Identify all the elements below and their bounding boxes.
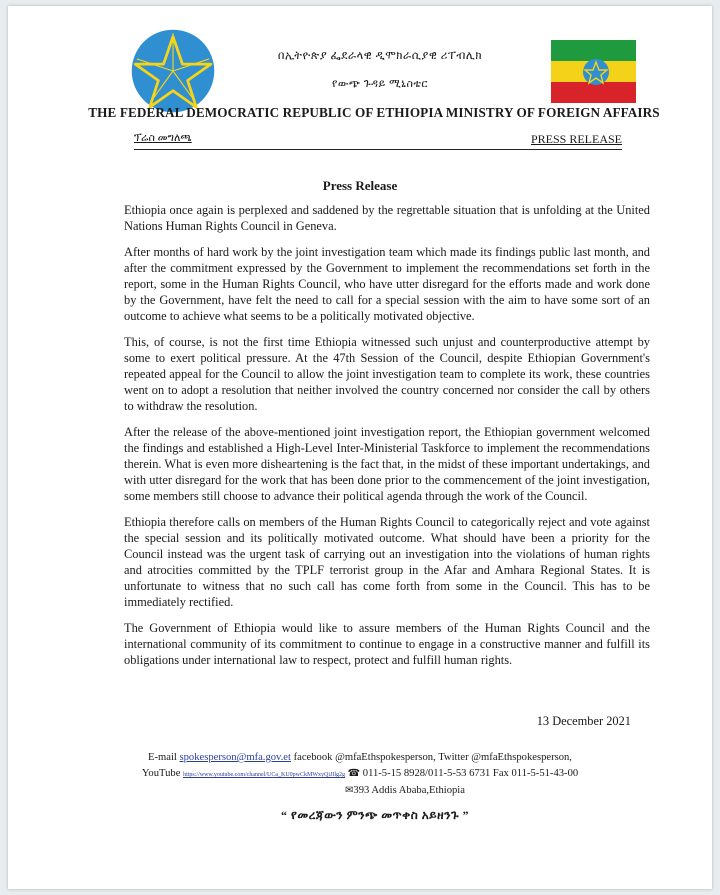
paragraph: After months of hard work by the joint investigation team which made its findings public last month, and after the commitment expressed by the Government to implement the recommendations set forth in the report, some in the Human Rights Council, who have utter disregard for the efforts made and work done by the Government, have felt the need to call for a special session with the aim to have some sort of an outcome to achieve what seems to be a politically motivated objective.	[124, 245, 650, 323]
paragraph: Ethiopia once again is perplexed and saddened by the regrettable situation that is unfolding at the United Nations Human Rights Council in Geneva.	[124, 203, 650, 233]
footer-line-3	[8, 783, 712, 799]
paragraph: Ethiopia therefore calls on members of the Human Rights Council to categorically reject and vote against the special session and its politically motivated outcome. What should have been a priority for the Council instead was the urgent task of carrying out an investigation into the violations of human rights and atrocities committed by the TPLF terrorist group in the Afar and Amhara Regional States. It is unfortunate to witness that no such call has come forth from some in the Council. This has to be immediately rectified.	[124, 515, 650, 609]
email-label: E-mail	[148, 752, 177, 763]
phone-icon: ☎	[347, 768, 361, 779]
footer-motto: “ የመረጃውን ምንጭ መጥቀስ አይዘንጉ ”	[280, 808, 470, 822]
press-release-page	[8, 6, 712, 889]
press-release-label: PRESS RELEASE	[530, 132, 622, 146]
email-link[interactable]: spokesperson@mfa.gov.et	[179, 752, 291, 763]
youtube-link[interactable]: https://www.youtube.com/channel/UCa_KU0pwCkMWxyQiJIlg2g	[183, 772, 345, 778]
po-box-address: 393 Addis Ababa,Ethiopia	[353, 785, 465, 796]
phone-numbers: 011-5-15 8928/011-5-53 6731 Fax 011-5-51-43-00	[362, 768, 579, 779]
document-title: Press Release	[322, 178, 398, 193]
paragraph: After the release of the above-mentioned joint investigation report, the Ethiopian government welcomed the findings and established a High-Level Inter-Ministerial Taskforce to implement the recommendations therein. What is even more disheartening is the fact that, in the midst of these important undertakings, and with utter disregard for the work that has been done prior to the commencement of the joint investigation, some members still choose to advance their political agenda through the work of the Council.	[124, 425, 650, 503]
social-handles: facebook @mfaEthspokesperson, Twitter @mfaEthspokesperson,	[293, 752, 572, 763]
youtube-label: YouTube	[141, 768, 181, 779]
paragraph: This, of course, is not the first time Ethiopia witnessed such unjust and counterproductive attempt by some to exert political pressure. At the 47th Session of the Council, despite Ethiopian Government's repeated appeal for the Council to allow the joint investigation team to complete its work, these countries went on to adopt a resolution that neither involved the country concerned nor consider the call by others to withdraw the resolution.	[124, 335, 650, 413]
ethiopian-flag-icon	[551, 40, 636, 103]
amharic-ministry-name: የውጭ ጉዳይ ሚኒስቴር	[332, 78, 428, 90]
footer-line-2	[8, 766, 712, 783]
header-divider	[134, 149, 622, 150]
ethiopian-emblem-icon	[130, 28, 216, 114]
press-release-label-amharic: ፕሬስ መግለጫ	[134, 132, 192, 144]
release-date: 13 December 2021	[536, 714, 631, 728]
ministry-name: THE FEDERAL DEMOCRATIC REPUBLIC OF ETHIOPIA MINISTRY OF FOREIGN AFFAIRS	[88, 105, 660, 120]
amharic-republic-name: በኢትዮጵያ ፌደራላዊ ዲሞክራሲያዊ ሪፐብሊክ	[277, 50, 483, 62]
document-body	[124, 202, 650, 678]
contact-footer	[8, 750, 712, 799]
footer-line-1	[8, 750, 712, 766]
mailbox-icon: ✉	[345, 785, 354, 796]
paragraph: The Government of Ethiopia would like to assure members of the Human Rights Council and the international community of its commitment to continue to engage in a constructive manner and fulfill its obligations under international law to respect, protect and fulfill human rights.	[124, 621, 650, 667]
